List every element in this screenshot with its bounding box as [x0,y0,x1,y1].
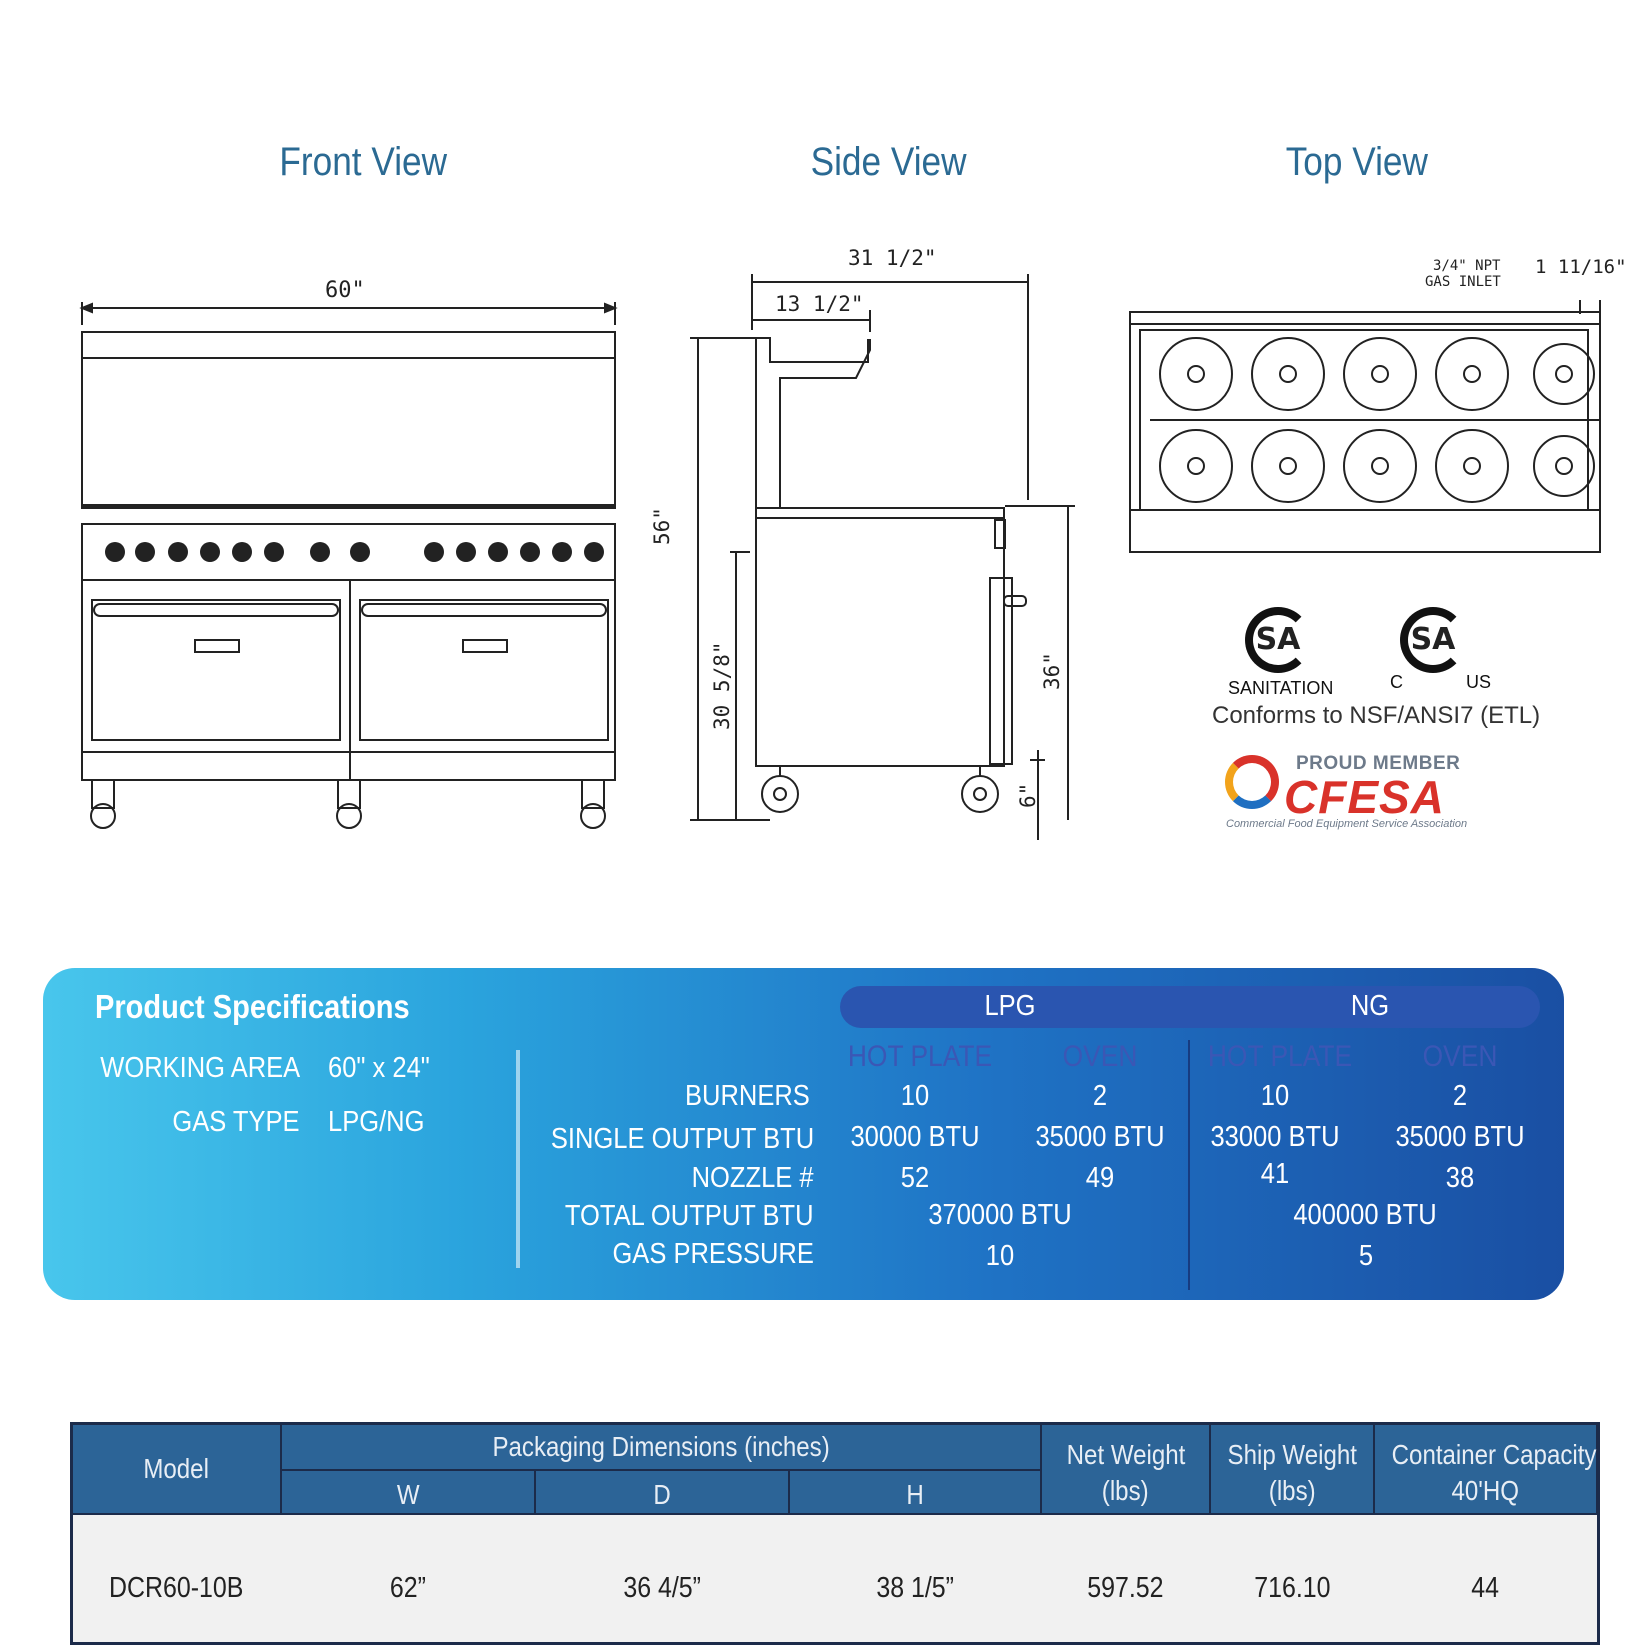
lpg-pressure: 10 [985,1240,1015,1272]
gas-type-label: GAS TYPE [172,1106,300,1138]
th-capacity [1373,1423,1598,1515]
lpg-header: LPG [984,990,1036,1022]
th-net-weight-1: Net Weight [1066,1439,1185,1470]
lpg-oven-header: OVEN [1062,1040,1138,1073]
top-inlet-label-2: GAS INLET [1425,274,1501,290]
spec-divider-left [516,1050,520,1268]
th-d-text: D [653,1479,671,1510]
cell-model [71,1572,282,1605]
cell-ship-text: 716.10 [1253,1572,1331,1604]
th-net-weight-2: (lbs) [1102,1475,1149,1506]
spec-divider-center [1188,1040,1190,1290]
burners-label: BURNERS [685,1080,810,1112]
ng-header: NG [1350,990,1390,1022]
th-capacity-2: 40'HQ [1451,1475,1520,1506]
csa-mark-2: SA [1410,622,1456,657]
side-depth-dim: 31 1/2" [848,246,937,270]
th-model-text: Model [143,1453,210,1484]
side-height-dim: 56" [650,507,674,545]
csa-c-label: C [1390,672,1403,692]
ng-nozzle-oven: 38 [1445,1162,1475,1194]
cell-net-text: 597.52 [1087,1572,1164,1604]
side-view-title: Side View [810,140,967,184]
cell-ship-weight [1209,1572,1375,1605]
lpg-nozzle-oven: 49 [1085,1162,1115,1194]
ng-btu-oven: 35000 BTU [1395,1121,1525,1153]
cfesa-logo-text: CFESA [1284,771,1445,823]
lpg-burners-hot: 10 [900,1080,930,1112]
ng-btu-hot: 33000 BTU [1210,1121,1340,1153]
th-ship-weight-1: Ship Weight [1227,1439,1357,1470]
th-packaging [280,1423,1042,1471]
cell-d [534,1572,790,1605]
top-inlet-label-1: 3/4" NPT [1433,258,1501,274]
gas-type-value: LPG/NG [328,1106,425,1138]
side-view-drawing [670,260,1090,860]
cell-d-text: 36 4/5” [623,1572,701,1604]
top-inlet-offset-dim: 1 11/16" [1535,256,1627,278]
ng-nozzle-hot: 41 [1260,1158,1290,1190]
side-shelf-dim: 13 1/2" [775,292,864,316]
cell-model-text: DCR60-10B [109,1572,244,1604]
ng-total-btu: 400000 BTU [1293,1199,1437,1231]
csa-sanitation-logo [1245,607,1311,673]
top-view-drawing [1120,300,1620,560]
lpg-btu-oven: 35000 BTU [1035,1121,1165,1153]
gas-pressure-label: GAS PRESSURE [612,1238,814,1270]
lpg-nozzle-hot: 52 [900,1162,930,1194]
th-model [71,1423,282,1515]
sanitation-label: SANITATION [1228,678,1334,698]
gas-header-bar [840,986,1540,1028]
csa-cus-logo [1400,607,1466,673]
cell-net-weight [1040,1572,1211,1605]
lpg-hot-plate-header: HOT PLATE [847,1040,993,1073]
working-area-label: WORKING AREA [100,1052,300,1084]
front-view-drawing [70,280,630,840]
lpg-burners-oven: 2 [1092,1080,1108,1112]
top-view-title: Top View [1285,140,1428,184]
cell-w [280,1572,536,1605]
cell-w-text: 62” [389,1572,427,1604]
single-btu-label: SINGLE OUTPUT BTU [550,1123,814,1155]
cell-h [788,1572,1042,1605]
front-width-dim: 60" [325,278,365,303]
total-btu-label: TOTAL OUTPUT BTU [565,1200,814,1232]
ng-burners-oven: 2 [1452,1080,1468,1112]
cell-capacity-text: 44 [1471,1572,1500,1604]
side-legs-dim: 6" [1016,782,1040,808]
th-ship-weight [1209,1423,1375,1515]
ng-oven-header: OVEN [1422,1040,1498,1073]
th-capacity-1: Container Capacity [1391,1439,1597,1470]
th-net-weight [1040,1423,1211,1515]
th-w-text: W [396,1479,420,1510]
side-work-dim: 36" [1040,652,1064,690]
lpg-total-btu: 370000 BTU [928,1199,1072,1231]
conforms-text: Conforms to NSF/ANSI7 (ETL) [1212,702,1541,729]
cfesa-swirl-icon [1225,755,1279,809]
ng-hot-plate-header: HOT PLATE [1207,1040,1353,1073]
side-counter-dim: 30 5/8" [710,641,734,730]
cfesa-subtitle: Commercial Food Equipment Service Association [1226,818,1468,830]
th-packaging-text: Packaging Dimensions (inches) [492,1431,830,1462]
th-d [534,1469,790,1515]
csa-us-label: US [1466,672,1492,692]
working-area-value: 60" x 24" [328,1052,430,1084]
th-ship-weight-2: (lbs) [1268,1475,1316,1506]
cell-capacity [1373,1572,1598,1605]
th-w [280,1469,536,1515]
th-h-text: H [906,1479,924,1510]
front-view-title: Front View [279,140,448,184]
th-h [788,1469,1042,1515]
lpg-btu-hot: 30000 BTU [850,1121,980,1153]
cell-h-text: 38 1/5” [876,1572,954,1604]
spec-title: Product Specifications [95,988,410,1025]
cfesa-proud-member: PROUD MEMBER [1296,753,1461,774]
nozzle-label: NOZZLE # [692,1162,814,1194]
csa-mark-1: SA [1255,622,1301,657]
ng-burners-hot: 10 [1260,1080,1290,1112]
ng-pressure: 5 [1358,1240,1374,1272]
